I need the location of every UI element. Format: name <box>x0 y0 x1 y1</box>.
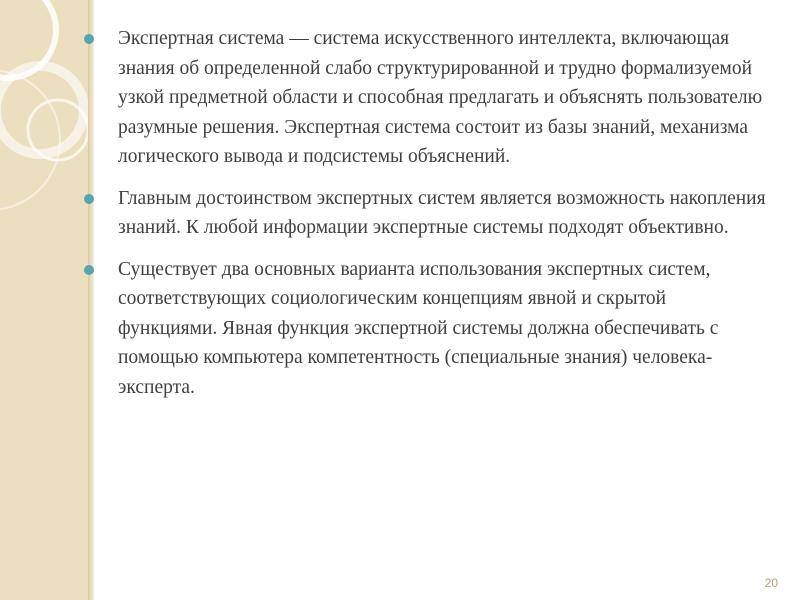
bullet-text: Главным достоинством экспертных систем является возможность накопления знаний. К любой информации экспертные системы подходят объективно. <box>118 187 766 238</box>
decorative-rings-icon <box>0 0 88 600</box>
bullet-item-advantage <box>118 184 768 243</box>
bullet-list <box>118 24 768 402</box>
slide-number: 20 <box>764 576 778 590</box>
decorative-sidebar <box>0 0 88 600</box>
bullet-dot-icon <box>84 194 94 204</box>
bullet-dot-icon <box>84 265 94 275</box>
slide-content <box>118 24 768 414</box>
bullet-text: Существует два основных варианта использования экспертных систем, соответствующих социологическим концепциям явной и скрытой функциями. Явная функция экспертной системы должна обеспечивать с помощью компьютера компетентность (специальные знания) человека-эксперта. <box>118 258 719 398</box>
bullet-item-definition <box>118 24 768 172</box>
bullet-dot-icon <box>84 34 94 44</box>
sidebar-edge <box>88 0 94 600</box>
bullet-item-usage <box>118 255 768 403</box>
bullet-text: Экспертная система — система искусственного интеллекта, включающая знания об определенной слабо структурированной и трудно формализуемой узкой предметной области и способная предлагать и объяснять пользователю разумные решения. Экспертная система состоит из базы знаний, механизма логического вывода и подсистемы объяснений. <box>118 28 763 167</box>
